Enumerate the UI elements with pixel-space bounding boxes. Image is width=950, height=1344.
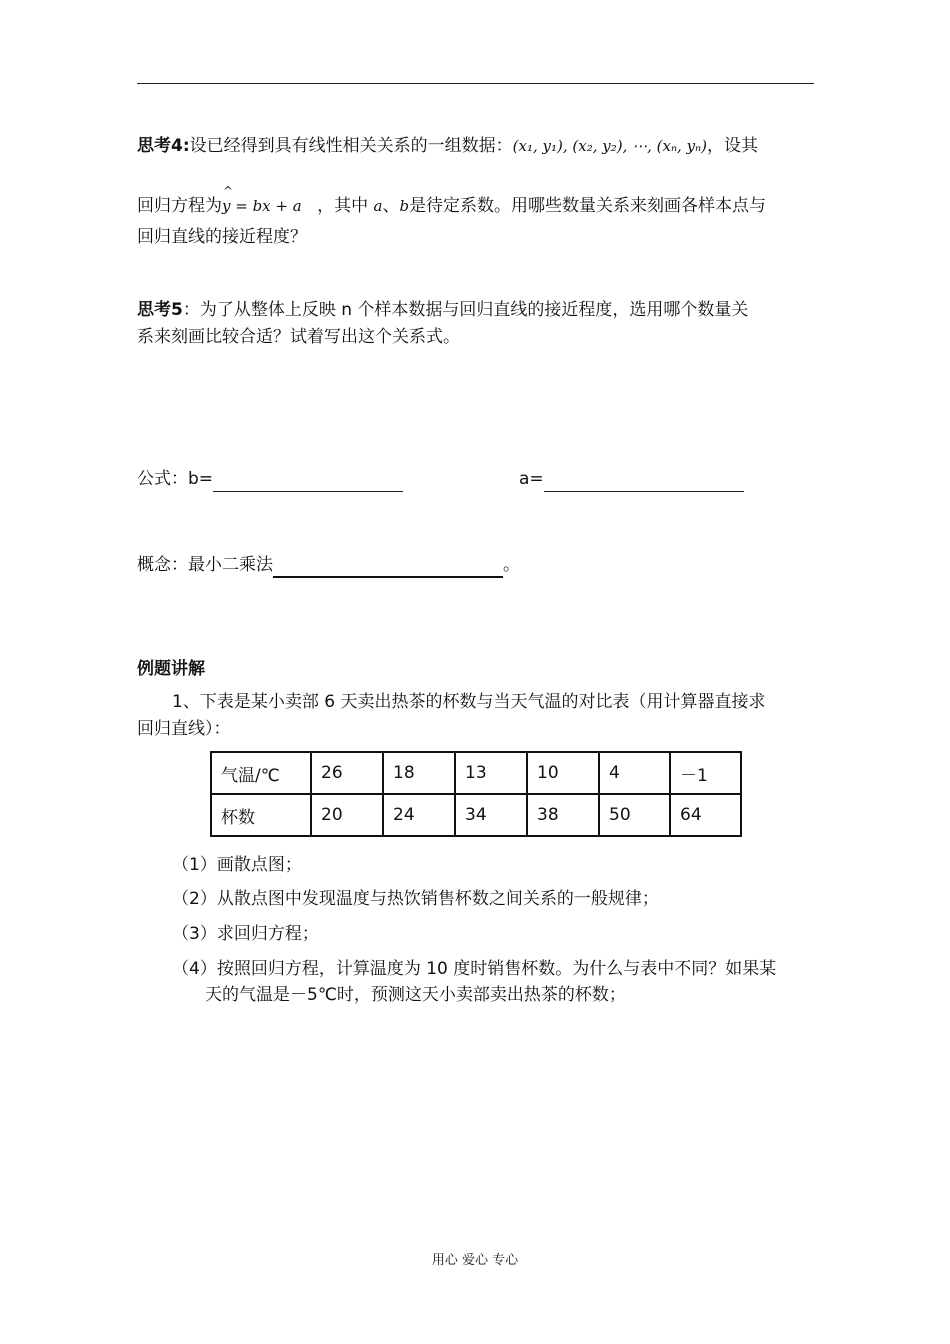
- concept-blank[interactable]: [273, 556, 503, 578]
- temperature-cups-table: [210, 751, 742, 837]
- formula-a-blank[interactable]: [544, 471, 744, 492]
- table-cell: 4: [599, 752, 670, 794]
- hat-symbol: ^: [223, 184, 234, 198]
- question-1: （1）画散点图；: [172, 855, 302, 875]
- think4-text-a: 设已经得到具有线性相关关系的一组数据：: [189, 136, 513, 156]
- formula-b-blank[interactable]: [213, 471, 403, 492]
- var-separator: 、: [382, 196, 400, 216]
- question-4-line2: 天的气温是－5℃时，预测这天小卖部卖出热茶的杯数；: [205, 985, 626, 1005]
- regression-equation: [222, 184, 302, 219]
- think5-text: ：为了从整体上反映 n 个样本数据与回归直线的接近程度，选用哪个数量关: [182, 300, 749, 320]
- think4-line3: 回归直线的接近程度？: [137, 227, 307, 247]
- table-cell: 50: [599, 794, 670, 836]
- formula-b-label: 公式：b=: [137, 469, 214, 489]
- example-heading: 例题讲解: [137, 659, 205, 679]
- table-cell: 64: [670, 794, 741, 836]
- header-rule: [137, 83, 814, 84]
- question-2: （2）从散点图中发现温度与热饮销售杯数之间关系的一般规律；: [172, 889, 659, 909]
- question-3: （3）求回归方程；: [172, 924, 319, 944]
- think4-label: 思考4:: [137, 136, 190, 156]
- data-points-formula: (x₁, y₁), (x₂, y₂), ⋯, (xₙ, yₙ): [512, 137, 707, 155]
- table-cell: －1: [670, 752, 741, 794]
- concept-end: 。: [503, 555, 520, 575]
- concept-label: 概念：最小二乘法: [137, 555, 273, 575]
- table-cell: 24: [383, 794, 455, 836]
- table-cell: 20: [311, 794, 383, 836]
- table-cell: 10: [527, 752, 599, 794]
- table-cell: 34: [455, 794, 527, 836]
- formula-line: [137, 466, 403, 492]
- table-cell-header: 气温/℃: [211, 752, 311, 794]
- page-footer: 用心 爱心 专心: [431, 1253, 519, 1268]
- table-row-temperature: [211, 752, 741, 794]
- table-row-cups: [211, 794, 741, 836]
- var-a: a: [373, 197, 383, 215]
- regression-equation-text: y = bx + a: [222, 197, 302, 215]
- example-intro-line2: 回归直线）：: [137, 719, 231, 739]
- table-cell: 38: [527, 794, 599, 836]
- concept-line: [137, 552, 520, 578]
- example-intro-line1: 1、下表是某小卖部 6 天卖出热茶的杯数与当天气温的对比表（用计算器直接求: [172, 692, 766, 712]
- think4-line2-b: ，其中: [317, 196, 369, 216]
- table-cell: 26: [311, 752, 383, 794]
- think5-label: 思考5: [137, 300, 183, 320]
- formula-a-line: [519, 466, 744, 492]
- think4-line2-a: 回归方程为: [137, 196, 222, 216]
- var-b: b: [399, 197, 410, 215]
- table-cell: 18: [383, 752, 455, 794]
- think4-line1: [137, 133, 758, 159]
- formula-a-label: a=: [519, 469, 544, 489]
- think4-text-b: ，设其: [706, 136, 758, 156]
- think4-line2: [137, 184, 767, 219]
- think5-line1: [137, 297, 748, 323]
- think4-line2-c: 是待定系数。用哪些数量关系来刻画各样本点与: [409, 196, 767, 216]
- table-cell-header: 杯数: [211, 794, 311, 836]
- think5-line2: 系来刻画比较合适？试着写出这个关系式。: [137, 327, 460, 347]
- table-cell: 13: [455, 752, 527, 794]
- question-4-line1: （4）按照回归方程，计算温度为 10 度时销售杯数。为什么与表中不同？如果某: [172, 959, 777, 979]
